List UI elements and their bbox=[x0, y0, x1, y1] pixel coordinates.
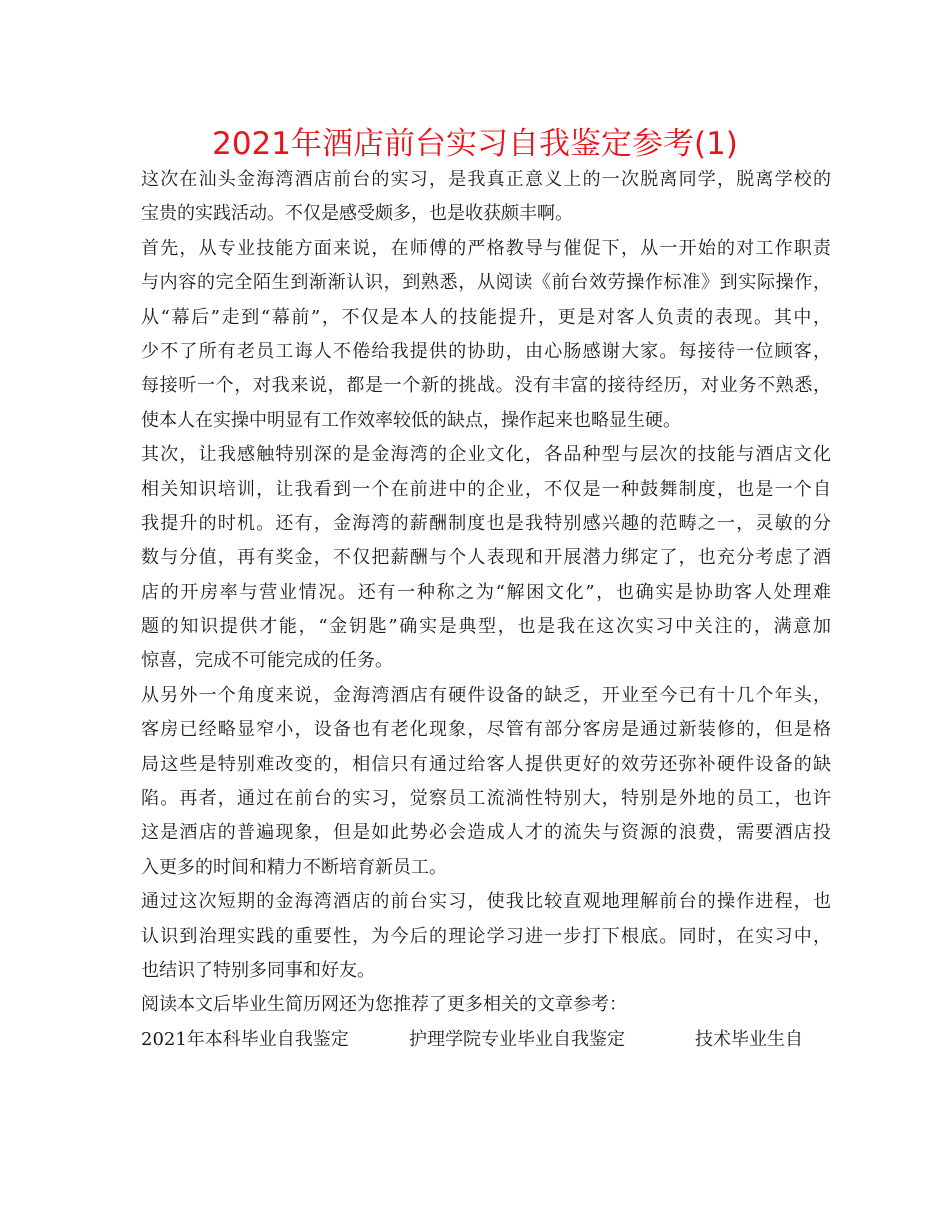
body-line: 局这些是特别难改变的，相信只有通过给客人提供更好的效劳还弥补硬件设备的缺 bbox=[141, 753, 831, 775]
body-line: 客房已经略显窄小，设备也有老化现象，尽管有部分客房是通过新装修的，但是格 bbox=[141, 719, 831, 741]
body-line: 相关知识培训，让我看到一个在前进中的企业，不仅是一种鼓舞制度，也是一个自 bbox=[141, 478, 831, 500]
body-line: 这次在汕头金海湾酒店前台的实习，是我真正意义上的一次脱离同学，脱离学校的 bbox=[141, 169, 831, 190]
related-article-link[interactable]: 技术毕业生自 bbox=[695, 1028, 803, 1050]
document-body bbox=[141, 163, 831, 1057]
body-line: 我提升的时机。还有，金海湾的薪酬制度也是我特别感兴趣的范畴之一，灵敏的分 bbox=[141, 512, 831, 534]
body-line: 与内容的完全陌生到渐渐认识，到熟悉，从阅读《前台效劳操作标准》到实际操作， bbox=[141, 272, 831, 294]
body-line: 每接听一个，对我来说，都是一个新的挑战。没有丰富的接待经历，对业务不熟悉， bbox=[141, 375, 831, 397]
body-line: 数与分值，再有奖金，不仅把薪酬与个人表现和开展潜力绑定了，也充分考虑了酒 bbox=[141, 547, 831, 569]
body-line: 宝贵的实践活动。不仅是感受颇多，也是收获颇丰啊。 bbox=[141, 203, 573, 225]
body-line: 其次，让我感触特别深的是金海湾的企业文化，各品种型与层次的技能与酒店文化 bbox=[141, 444, 831, 466]
body-line: 少不了所有老员工诲人不倦给我提供的协助，由心肠感谢大家。每接待一位顾客， bbox=[141, 340, 831, 362]
related-article-link[interactable]: 护理学院专业毕业自我鉴定 bbox=[409, 1028, 625, 1050]
body-line: 入更多的时间和精力不断培育新员工。 bbox=[141, 856, 447, 878]
body-line: 阅读本文后毕业生简历网还为您推荐了更多相关的文章参考： bbox=[141, 994, 627, 1016]
document-title: 2021年酒店前台实习自我鉴定参考(1) bbox=[212, 126, 738, 162]
body-line: 惊喜，完成不可能完成的任务。 bbox=[141, 650, 393, 672]
body-line: 认识到治理实践的重要性，为今后的理论学习进一步打下根底。同时，在实习中， bbox=[141, 925, 831, 947]
body-line: 陷。再者，通过在前台的实习，觉察员工流淌性特别大，特别是外地的员工，也许 bbox=[141, 788, 831, 810]
related-article-link[interactable]: 2021年本科毕业自我鉴定 bbox=[141, 1028, 349, 1050]
body-line: 店的开房率与营业情况。还有一种称之为“解困文化”，也确实是协助客人处理难 bbox=[141, 581, 831, 603]
body-line: 首先，从专业技能方面来说，在师傅的严格教导与催促下，从一开始的对工作职责 bbox=[141, 237, 831, 259]
body-line: 从“幕后”走到“幕前”，不仅是本人的技能提升，更是对客人负责的表现。其中， bbox=[141, 306, 831, 328]
body-line: 题的知识提供才能，“金钥匙”确实是典型，也是我在这次实习中关注的，满意加 bbox=[141, 616, 831, 638]
body-line: 也结识了特别多同事和好友。 bbox=[141, 959, 375, 981]
body-line: 使本人在实操中明显有工作效率较低的缺点，操作起来也略显生硬。 bbox=[141, 409, 681, 431]
body-line: 这是酒店的普遍现象，但是如此势必会造成人才的流失与资源的浪费，需要酒店投 bbox=[141, 822, 831, 844]
related-articles bbox=[141, 1023, 831, 1057]
body-line: 通过这次短期的金海湾酒店的前台实习，使我比较直观地理解前台的操作进程，也 bbox=[141, 891, 831, 913]
body-line: 从另外一个角度来说，金海湾酒店有硬件设备的缺乏，开业至今已有十几个年头， bbox=[141, 684, 831, 706]
